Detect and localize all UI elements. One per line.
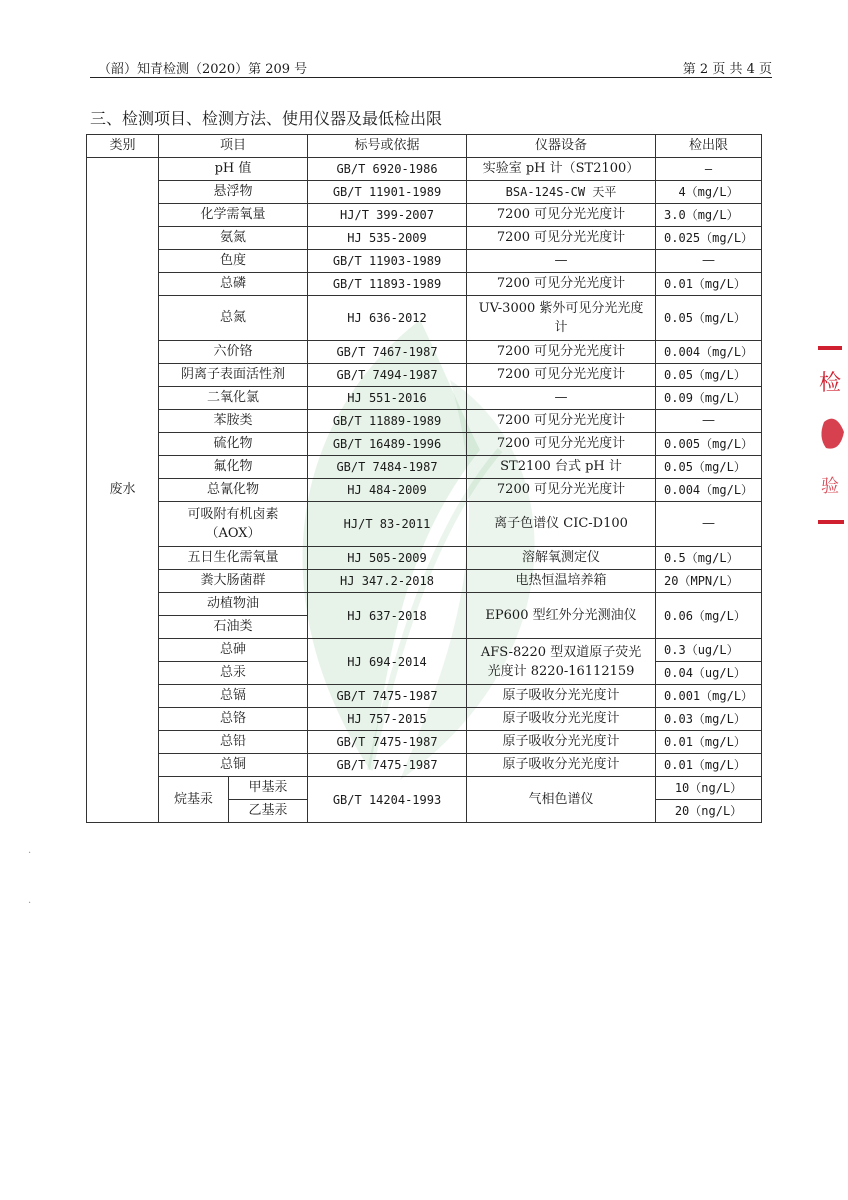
instrument-cell: — (467, 387, 656, 410)
item-cell: 总汞 (159, 662, 308, 685)
item-cell: 氨氮 (159, 227, 308, 250)
standard-cell: GB/T 11893-1989 (308, 273, 467, 296)
instrument-cell: EP600 型红外分光测油仪 (467, 593, 656, 639)
standard-cell: GB/T 7467-1987 (308, 341, 467, 364)
standard-cell: GB/T 7475-1987 (308, 685, 467, 708)
red-seal-stamp (814, 342, 848, 532)
standard-cell: GB/T 14204-1993 (308, 777, 467, 823)
item-cell: 总镉 (159, 685, 308, 708)
item-cell: 苯胺类 (159, 410, 308, 433)
limit-cell: 4（mg/L） (656, 181, 762, 204)
instrument-cell: AFS-8220 型双道原子荧光光度计 8220-16112159 (467, 639, 656, 685)
item-cell: 石油类 (159, 616, 308, 639)
item-cell: 总氰化物 (159, 479, 308, 502)
limit-cell: 0.004（mg/L） (656, 341, 762, 364)
item-cell: 总铜 (159, 754, 308, 777)
limit-cell: 0.01（mg/L） (656, 754, 762, 777)
standard-cell: HJ 484-2009 (308, 479, 467, 502)
detection-method-table (86, 134, 762, 823)
instrument-cell: 7200 可见分光光度计 (467, 479, 656, 502)
header-standard: 标号或依据 (308, 135, 467, 158)
table-row (87, 296, 762, 341)
header-item: 项目 (159, 135, 308, 158)
table-row (87, 250, 762, 273)
table-row (87, 364, 762, 387)
instrument-cell: UV-3000 紫外可见分光光度计 (467, 296, 656, 341)
instrument-cell: 离子色谱仪 CIC-D100 (467, 502, 656, 547)
item-cell: 二氧化氯 (159, 387, 308, 410)
item-cell: 甲基汞 (229, 777, 308, 800)
item-cell: 六价铬 (159, 341, 308, 364)
limit-cell: 0.01（mg/L） (656, 731, 762, 754)
limit-cell: 20（MPN/L） (656, 570, 762, 593)
item-cell: 乙基汞 (229, 800, 308, 823)
standard-cell: GB/T 7475-1987 (308, 754, 467, 777)
group-cell: 烷基汞 (159, 777, 229, 823)
limit-cell: 0.05（mg/L） (656, 456, 762, 479)
instrument-cell: 7200 可见分光光度计 (467, 410, 656, 433)
limit-cell: 0.001（mg/L） (656, 685, 762, 708)
item-cell: 总砷 (159, 639, 308, 662)
limit-cell: 3.0（mg/L） (656, 204, 762, 227)
instrument-cell: 7200 可见分光光度计 (467, 227, 656, 250)
limit-cell: — (656, 502, 762, 547)
standard-cell: HJ 636-2012 (308, 296, 467, 341)
instrument-cell: ST2100 台式 pH 计 (467, 456, 656, 479)
page-info: 第 2 页 共 4 页 (682, 62, 772, 77)
standard-cell: HJ 551-2016 (308, 387, 467, 410)
instrument-cell: 原子吸收分光光度计 (467, 731, 656, 754)
limit-cell: 0.01（mg/L） (656, 273, 762, 296)
table-row (87, 387, 762, 410)
report-number: （韶）知青检测（2020）第 209 号 (98, 62, 308, 77)
item-cell: 可吸附有机卤素（AOX） (159, 502, 308, 547)
table-row (87, 639, 762, 662)
header-limit: 检出限 (656, 135, 762, 158)
item-cell: 动植物油 (159, 593, 308, 616)
standard-cell: HJ/T 83-2011 (308, 502, 467, 547)
standard-cell: GB/T 6920-1986 (308, 158, 467, 181)
margin-speck: · (28, 848, 32, 859)
item-cell: 悬浮物 (159, 181, 308, 204)
limit-cell: 0.05（mg/L） (656, 296, 762, 341)
standard-cell: HJ 757-2015 (308, 708, 467, 731)
item-cell: 五日生化需氧量 (159, 547, 308, 570)
table-row (87, 227, 762, 250)
limit-cell: 0.5（mg/L） (656, 547, 762, 570)
limit-cell: — (656, 250, 762, 273)
table-row (87, 341, 762, 364)
standard-cell: GB/T 11901-1989 (308, 181, 467, 204)
limit-cell: 0.09（mg/L） (656, 387, 762, 410)
instrument-cell: 原子吸收分光光度计 (467, 754, 656, 777)
standard-cell: GB/T 11903-1989 (308, 250, 467, 273)
item-cell: 总磷 (159, 273, 308, 296)
item-cell: 总铬 (159, 708, 308, 731)
standard-cell: GB/T 7475-1987 (308, 731, 467, 754)
item-cell: 硫化物 (159, 433, 308, 456)
standard-cell: GB/T 7494-1987 (308, 364, 467, 387)
limit-cell: 0.005（mg/L） (656, 433, 762, 456)
instrument-cell: 7200 可见分光光度计 (467, 273, 656, 296)
standard-cell: HJ 694-2014 (308, 639, 467, 685)
margin-speck: · (28, 898, 32, 909)
standard-cell: GB/T 11889-1989 (308, 410, 467, 433)
item-cell: 化学需氧量 (159, 204, 308, 227)
table-row (87, 479, 762, 502)
limit-cell: 0.03（mg/L） (656, 708, 762, 731)
item-cell: pH 值 (159, 158, 308, 181)
instrument-cell: 7200 可见分光光度计 (467, 433, 656, 456)
instrument-cell: 原子吸收分光光度计 (467, 685, 656, 708)
instrument-cell: 电热恒温培养箱 (467, 570, 656, 593)
standard-cell: HJ 637-2018 (308, 593, 467, 639)
standard-cell: HJ 347.2-2018 (308, 570, 467, 593)
table-row (87, 708, 762, 731)
limit-cell: 0.004（mg/L） (656, 479, 762, 502)
item-cell: 阴离子表面活性剂 (159, 364, 308, 387)
limit-cell: 0.06（mg/L） (656, 593, 762, 639)
item-cell: 总氮 (159, 296, 308, 341)
table-row (87, 158, 762, 181)
table-row (87, 181, 762, 204)
standard-cell: HJ 535-2009 (308, 227, 467, 250)
table-header-row (87, 135, 762, 158)
standard-cell: HJ 505-2009 (308, 547, 467, 570)
category-cell: 废水 (87, 158, 159, 823)
instrument-cell: 7200 可见分光光度计 (467, 364, 656, 387)
limit-cell: 20（ng/L） (656, 800, 762, 823)
instrument-cell: 溶解氧测定仪 (467, 547, 656, 570)
table-row (87, 754, 762, 777)
table-row (87, 777, 762, 800)
section-title: 三、检测项目、检测方法、使用仪器及最低检出限 (90, 109, 443, 128)
limit-cell: 10（ng/L） (656, 777, 762, 800)
limit-cell: 0.04（ug/L） (656, 662, 762, 685)
table-row (87, 433, 762, 456)
item-cell: 色度 (159, 250, 308, 273)
table-row (87, 410, 762, 433)
table-row (87, 456, 762, 479)
header-divider (90, 77, 772, 78)
instrument-cell: 原子吸收分光光度计 (467, 708, 656, 731)
header-category: 类别 (87, 135, 159, 158)
instrument-cell: 7200 可见分光光度计 (467, 341, 656, 364)
table-row (87, 570, 762, 593)
header-instrument: 仪器设备 (467, 135, 656, 158)
table-row (87, 547, 762, 570)
table-row (87, 273, 762, 296)
standard-cell: GB/T 7484-1987 (308, 456, 467, 479)
limit-cell: 0.3（ug/L） (656, 639, 762, 662)
limit-cell: — (656, 410, 762, 433)
table-row (87, 502, 762, 547)
instrument-cell: 实验室 pH 计（ST2100） (467, 158, 656, 181)
seal-char-1: 检 (818, 371, 842, 396)
item-cell: 氟化物 (159, 456, 308, 479)
item-cell: 总铅 (159, 731, 308, 754)
table-row (87, 204, 762, 227)
standard-cell: GB/T 16489-1996 (308, 433, 467, 456)
seal-char-2: 验 (821, 476, 839, 497)
instrument-cell: BSA-124S-CW 天平 (467, 181, 656, 204)
limit-cell: — (656, 158, 762, 181)
instrument-cell: — (467, 250, 656, 273)
instrument-cell: 气相色谱仪 (467, 777, 656, 823)
table-row (87, 731, 762, 754)
table-row (87, 593, 762, 616)
limit-cell: 0.05（mg/L） (656, 364, 762, 387)
instrument-cell: 7200 可见分光光度计 (467, 204, 656, 227)
standard-cell: HJ/T 399-2007 (308, 204, 467, 227)
table-row (87, 685, 762, 708)
limit-cell: 0.025（mg/L） (656, 227, 762, 250)
item-cell: 粪大肠菌群 (159, 570, 308, 593)
